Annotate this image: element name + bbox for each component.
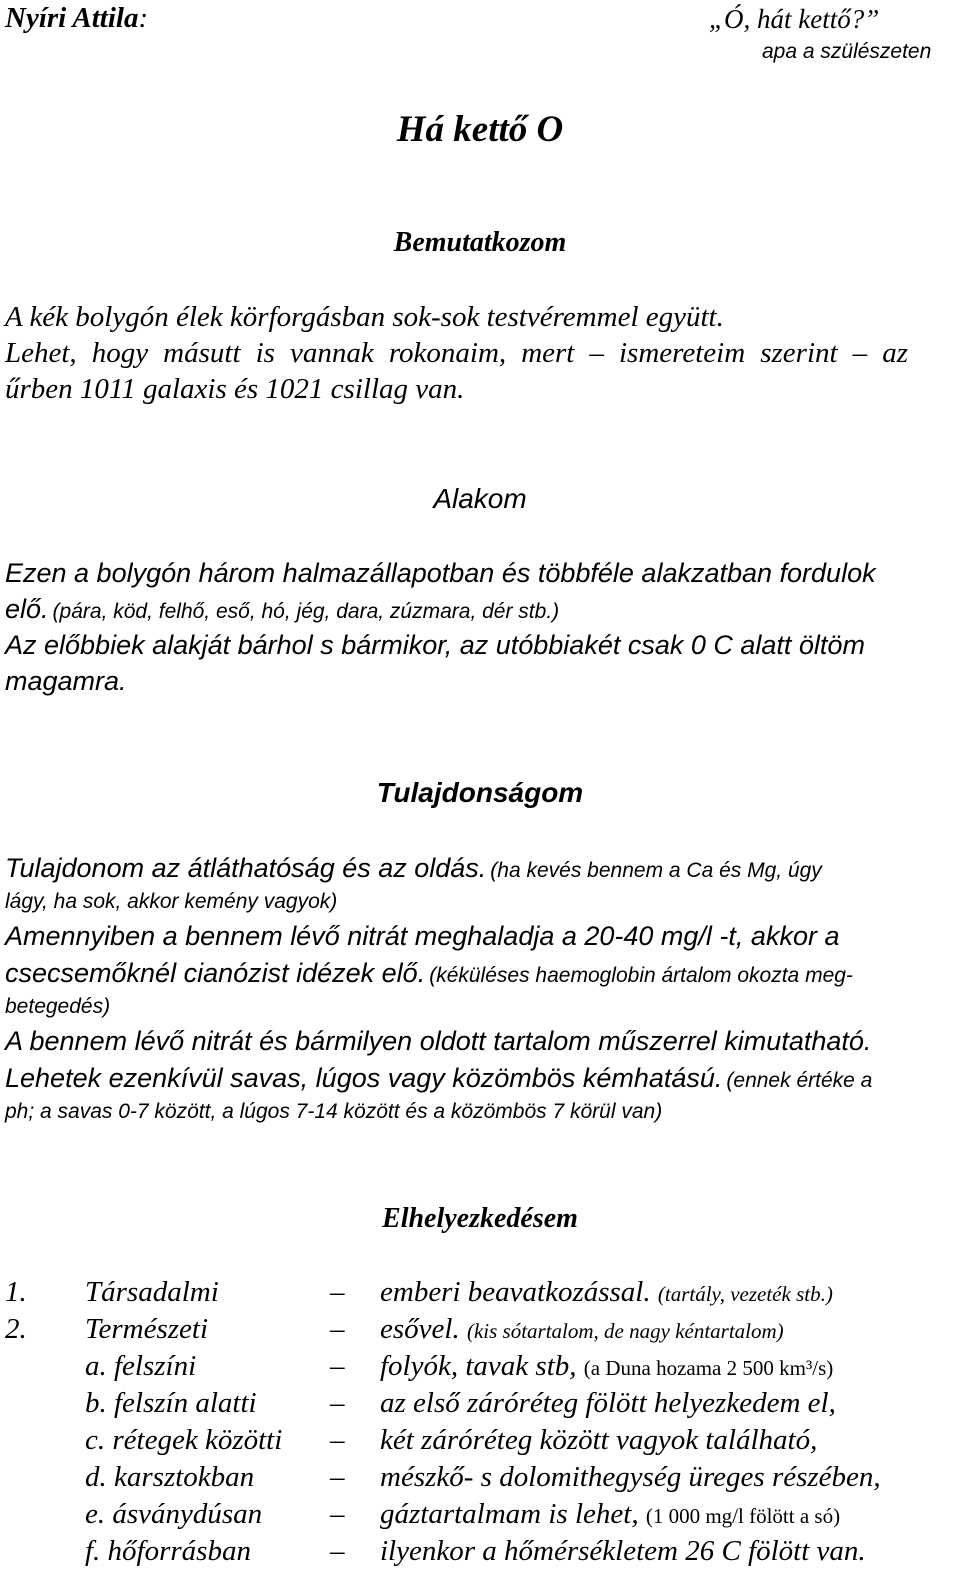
paragraph-note: (ha kevés bennem a Ca és Mg, úgy — [490, 859, 822, 882]
header-quote: „Ó, hát kettő?” — [709, 4, 880, 34]
list-label: Természeti — [85, 1313, 208, 1345]
paragraph-note: betegedés) — [5, 995, 111, 1018]
list-desc: gáztartalmam is lehet, — [380, 1498, 639, 1530]
list-desc: esővel. — [380, 1313, 460, 1345]
paragraph-note: (pára, köd, felhő, eső, hó, jég, dara, zúzmara, dér stb.) — [52, 600, 560, 623]
list-number: 1. — [5, 1276, 27, 1308]
list-dash: – — [330, 1350, 345, 1382]
heading-bemutatkozom: Bemutatkozom — [393, 227, 567, 258]
list-desc: az első záróréteg fölött helyezkedem el, — [380, 1387, 836, 1419]
list-item — [0, 1461, 960, 1497]
paragraph-line-main: Tulajdonom az átláthatóság és az oldás. — [5, 853, 487, 883]
list-dash: – — [330, 1535, 345, 1567]
list-item — [0, 1387, 960, 1423]
heading-tulajdonsagom: Tulajdonságom — [376, 777, 584, 808]
paragraph-line-main: csecsemőknél cianózist idézek elő. — [5, 958, 426, 988]
paragraph-line-main: elő. — [5, 594, 49, 624]
header-quote-source: apa a szülészeten — [762, 40, 932, 63]
paragraph-line: Az előbbiek alakját bárhol s bármikor, az utóbbiakét csak 0 C alatt öltöm — [5, 630, 865, 660]
list-note: (a Duna hozama 2 500 km³/s) — [583, 1356, 834, 1380]
page-title: Há kettő O — [396, 109, 564, 150]
paragraph-line: űrben 1011 galaxis és 1021 csillag van. — [5, 373, 465, 405]
list-note: (tartály, vezeték stb.) — [657, 1282, 833, 1306]
list-desc: mészkő- s dolomithegység üreges részében, — [380, 1461, 881, 1493]
list-item — [0, 1350, 960, 1386]
list-number: 2. — [5, 1313, 27, 1345]
list-item — [0, 1313, 960, 1349]
paragraph-line: Lehet, hogy másutt is vannak rokonaim, mert – ismereteim szerint – az — [5, 337, 908, 369]
list-label: f. hőforrásban — [85, 1535, 251, 1567]
paragraph-note: (kéküléses haemoglobin ártalom okozta meg- — [429, 964, 853, 987]
list-label: e. ásványdúsan — [85, 1498, 263, 1530]
list-note: (1 000 mg/l fölött a só) — [645, 1504, 841, 1528]
list-label: d. karsztokban — [85, 1461, 255, 1493]
list-label: a. felszíni — [85, 1350, 197, 1382]
list-dash: – — [330, 1424, 345, 1456]
paragraph-line-main: Lehetek ezenkívül savas, lúgos vagy közömbös kémhatású. — [5, 1063, 723, 1093]
paragraph-note: ph; a savas 0-7 között, a lúgos 7-14 között és a közömbös 7 körül van) — [5, 1100, 663, 1123]
paragraph-line: A bennem lévő nitrát és bármilyen oldott tartalom műszerrel kimutatható. — [5, 1026, 872, 1056]
list-label: b. felszín alatti — [85, 1387, 257, 1419]
list-label: Társadalmi — [85, 1276, 219, 1308]
list-item — [0, 1276, 960, 1312]
list-dash: – — [330, 1387, 345, 1419]
list-desc: emberi beavatkozással. — [380, 1276, 651, 1308]
heading-alakom: Alakom — [433, 483, 527, 514]
author-name: Nyíri Attila — [5, 2, 139, 34]
list-dash: – — [330, 1313, 345, 1345]
paragraph-line: Ezen a bolygón három halmazállapotban és többféle alakzatban fordulok — [5, 558, 876, 588]
heading-elhelyezkedesem: Elhelyezkedésem — [382, 1203, 578, 1234]
list-item — [0, 1498, 960, 1534]
paragraph-line: magamra. — [5, 666, 127, 696]
list-desc: ilyenkor a hőmérsékletem 26 C fölött van. — [380, 1535, 866, 1567]
paragraph-note: lágy, ha sok, akkor kemény vagyok) — [5, 890, 338, 913]
list-desc: két záróréteg között vagyok található, — [380, 1424, 818, 1456]
list-note: (kis sótartalom, de nagy kéntartalom) — [466, 1319, 784, 1343]
author-colon: : — [138, 2, 149, 34]
list-dash: – — [330, 1276, 345, 1308]
list-desc: folyók, tavak stb, — [380, 1350, 577, 1382]
paragraph-line: Amennyiben a bennem lévő nitrát meghaladja a 20-40 mg/l -t, akkor a — [5, 921, 840, 951]
author-line — [5, 2, 148, 35]
paragraph-line: A kék bolygón élek körforgásban sok-sok testvéremmel együtt. — [5, 301, 724, 333]
list-item — [0, 1424, 960, 1460]
list-item — [0, 1535, 960, 1571]
list-dash: – — [330, 1461, 345, 1493]
paragraph-note: (ennek értéke a — [726, 1069, 873, 1092]
list-label: c. rétegek közötti — [85, 1424, 283, 1456]
list-dash: – — [330, 1498, 345, 1530]
